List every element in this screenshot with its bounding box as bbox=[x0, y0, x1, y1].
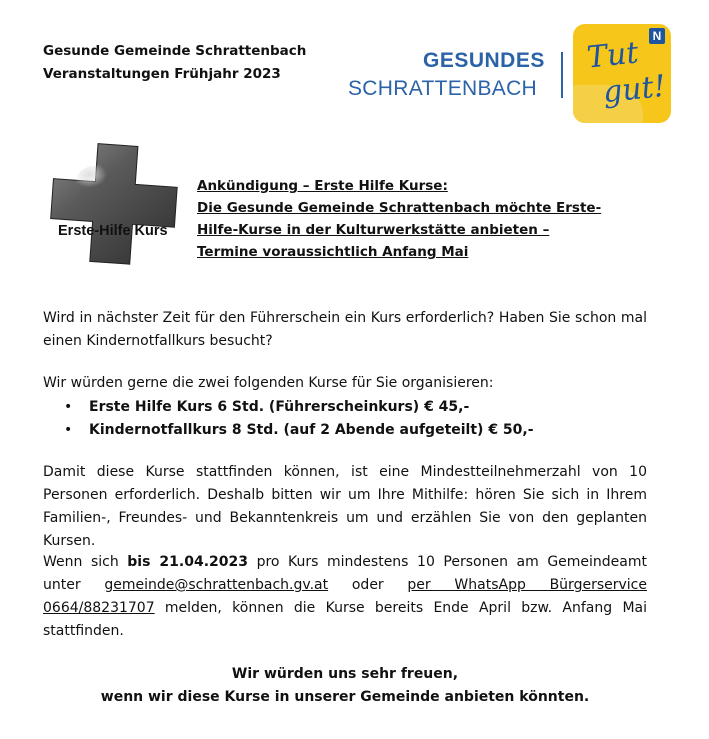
announcement-block bbox=[197, 175, 601, 263]
gesundes-schrattenbach-logo bbox=[345, 22, 671, 126]
registration-deadline: bis 21.04.2023 bbox=[127, 554, 248, 570]
participants-paragraph: Damit diese Kurse stattfinden können, ist eine Mindestteilnehmerzahl von 10 Personen erforderlich. Deshalb bitten wir um Ihre Mithilfe: hören Sie sich in Ihrem Familien-, Freundes- und Bekanntenkreis um und erzählen Sie von den geplanten Kursen. bbox=[43, 464, 647, 549]
document-header bbox=[43, 40, 306, 86]
registration-text-3: oder bbox=[328, 577, 408, 593]
registration-text-4: melden, können die Kurse bereits Ende April bzw. Anfang Mai stattfinden. bbox=[43, 600, 647, 639]
registration-text-2: pro Kurs mindestens 10 Personen am Gemeindeamt unter bbox=[43, 554, 647, 593]
closing-line-1: Wir würden uns sehr freuen, bbox=[231, 666, 459, 682]
badge-text-gut: gut! bbox=[601, 68, 668, 111]
header-line-2: Veranstaltungen Frühjahr 2023 bbox=[43, 66, 281, 82]
tut-gut-badge bbox=[573, 24, 671, 123]
cross-image-label: Erste-Hilfe Kurs bbox=[58, 223, 168, 239]
closing-statement bbox=[43, 663, 647, 709]
logo-word-gesundes: GESUNDES bbox=[423, 49, 545, 72]
registration-paragraph bbox=[43, 551, 647, 643]
cross-icon bbox=[50, 137, 180, 267]
announcement-line-2: Die Gesunde Gemeinde Schrattenbach möchte Erste- bbox=[197, 200, 602, 216]
whatsapp-link[interactable]: per WhatsApp Bürgerservice 0664/88231707 bbox=[43, 577, 647, 616]
closing-line-2: wenn wir diese Kurse in unserer Gemeinde anbieten könnten. bbox=[100, 689, 590, 705]
announcement-line-3: Hilfe-Kurse in der Kulturwerkstätte anbieten – bbox=[197, 222, 550, 238]
badge-text-tut: Tut bbox=[585, 35, 641, 76]
first-aid-cross-image bbox=[50, 137, 180, 267]
header-line-1: Gesunde Gemeinde Schrattenbach bbox=[43, 43, 307, 59]
email-link[interactable]: gemeinde@schrattenbach.gv.at bbox=[104, 577, 329, 593]
logo-word-schrattenbach: SCHRATTENBACH bbox=[348, 77, 538, 100]
list-item: • Erste Hilfe Kurs 6 Std. (Führerscheinkurs) € 45,- bbox=[64, 396, 534, 419]
logo-divider bbox=[561, 52, 563, 98]
intro-paragraph: Wird in nächster Zeit für den Führerschein ein Kurs erforderlich? Haben Sie schon mal einen Kindernotfallkurs besucht? bbox=[43, 310, 647, 349]
announcement-line-4: Termine voraussichtlich Anfang Mai bbox=[197, 244, 469, 260]
registration-text-1: Wenn sich bbox=[43, 554, 128, 570]
courses-intro-paragraph: Wir würden gerne die zwei folgenden Kurse für Sie organisieren: bbox=[43, 375, 494, 391]
list-item: • Kindernotfallkurs 8 Std. (auf 2 Abende aufgeteilt) € 50,- bbox=[64, 419, 534, 442]
course-list bbox=[64, 396, 534, 442]
badge-corner-mark: N bbox=[649, 28, 665, 44]
announcement-line-1: Ankündigung – Erste Hilfe Kurse: bbox=[197, 178, 448, 194]
